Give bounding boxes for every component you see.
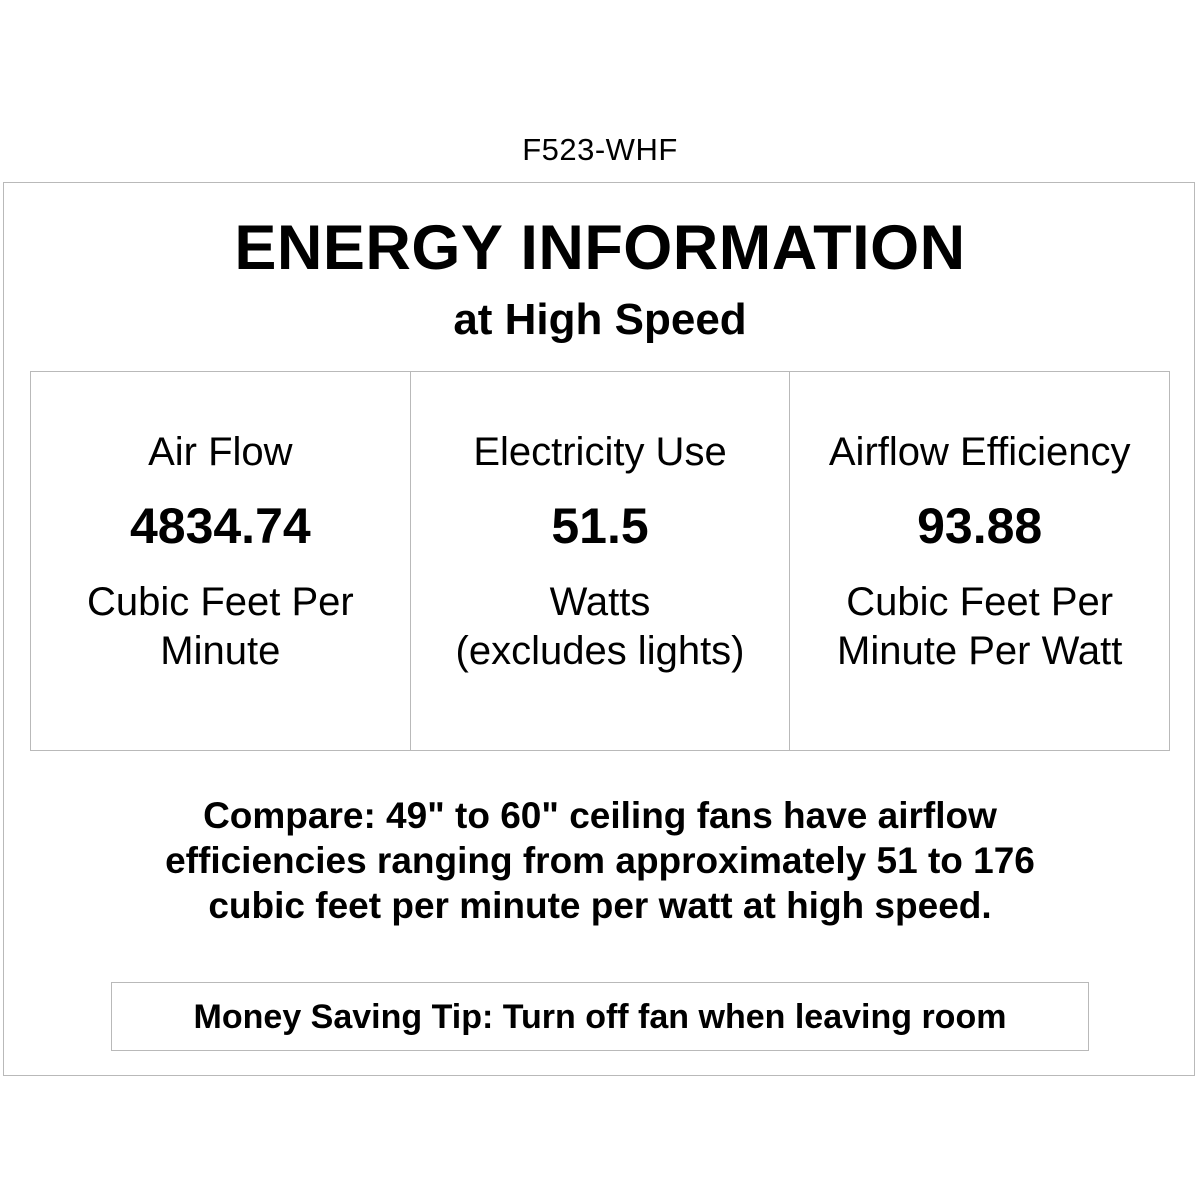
model-number: F523-WHF [522,132,678,167]
metric-unit-line: Cubic Feet Per [846,580,1114,624]
comparison-line: efficiencies ranging from approximately 51 to 176 [165,840,1035,881]
metric-value: 51.5 [551,498,649,554]
metric-unit [411,578,790,676]
metric-air-flow [31,372,410,750]
metric-unit [31,578,410,676]
metrics-table [30,371,1170,751]
metric-value: 93.88 [917,498,1043,554]
money-saving-tip-box [111,982,1089,1051]
metric-value: 4834.74 [129,498,311,554]
label-subtitle: at High Speed [453,295,747,344]
metric-label: Air Flow [148,430,293,474]
comparison-line: Compare: 49" to 60" ceiling fans have airflow [203,795,997,836]
metric-unit-line: Minute [160,629,281,673]
comparison-statement [0,793,1200,928]
label-title: ENERGY INFORMATION [234,213,966,283]
metric-unit-line: Watts [549,580,651,624]
metric-label: Airflow Efficiency [828,430,1131,474]
metric-airflow-efficiency [789,372,1169,750]
metric-unit [790,578,1169,676]
metric-unit-line: Cubic Feet Per [86,580,354,624]
metric-label: Electricity Use [473,430,727,474]
metric-unit-line: (excludes lights) [455,629,745,673]
comparison-line: cubic feet per minute per watt at high speed. [208,885,992,926]
metric-unit-line: Minute Per Watt [837,629,1123,673]
metric-electricity-use [410,372,790,750]
money-saving-tip: Money Saving Tip: Turn off fan when leaving room [193,997,1007,1036]
